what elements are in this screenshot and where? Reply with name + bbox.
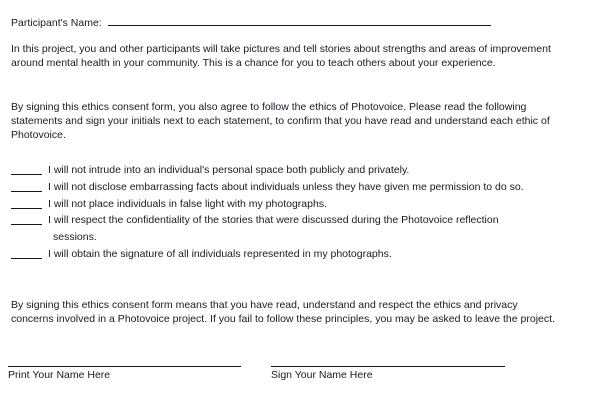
print-name-field-group: [8, 366, 241, 382]
closing-paragraph: By signing this ethics consent form means that you have read, understand and respect the ethics and privacy concerns involved in a Photovoice project. If you fail to follow these principles, you may be asked to leave the project.: [11, 299, 555, 326]
list-item: [11, 213, 571, 227]
sign-name-caption: Sign Your Name Here: [271, 369, 373, 381]
ethics-statement-list: [11, 163, 571, 264]
statement-continuation: sessions.: [53, 231, 97, 244]
statement-text: I will not intrude into an individual's personal space both publicly and privately.: [48, 164, 410, 176]
list-item: [11, 180, 571, 194]
print-name-caption: Print Your Name Here: [8, 369, 111, 381]
participant-name-input[interactable]: [108, 15, 491, 26]
initials-input[interactable]: [11, 180, 42, 192]
initials-input[interactable]: [11, 247, 42, 259]
statement-text: I will not place individuals in false light with my photographs.: [48, 197, 327, 210]
list-item: [11, 163, 571, 177]
statement-text: I will not disclose embarrassing facts about individuals unless they have given me permission to do so.: [48, 180, 524, 193]
participant-name-label: Participant's Name:: [11, 17, 102, 29]
list-item: [11, 197, 571, 211]
intro-paragraph: In this project, you and other participants will take pictures and tell stories about strengths and areas of improvement around mental health in your community. This is a chance for you to teach others about your experience.: [11, 43, 551, 70]
list-item: [11, 247, 571, 261]
participant-name-row: [11, 15, 491, 30]
initials-input[interactable]: [11, 197, 42, 209]
statement-text: I will respect the confidentiality of the stories that were discussed during the Photovoice reflection: [48, 214, 499, 227]
ethics-instructions-paragraph: By signing this ethics consent form, you also agree to follow the ethics of Photovoice. Please read the following statements and sign your initials next to each statement, to confirm that you have read and understand each ethic of Photovoice.: [11, 101, 550, 142]
signature-block: [0, 366, 600, 400]
initials-input[interactable]: [11, 163, 42, 175]
initials-input[interactable]: [11, 213, 42, 225]
statement-text: I will obtain the signature of all individuals represented in my photographs.: [48, 247, 392, 260]
sign-name-field-group: [271, 366, 505, 382]
